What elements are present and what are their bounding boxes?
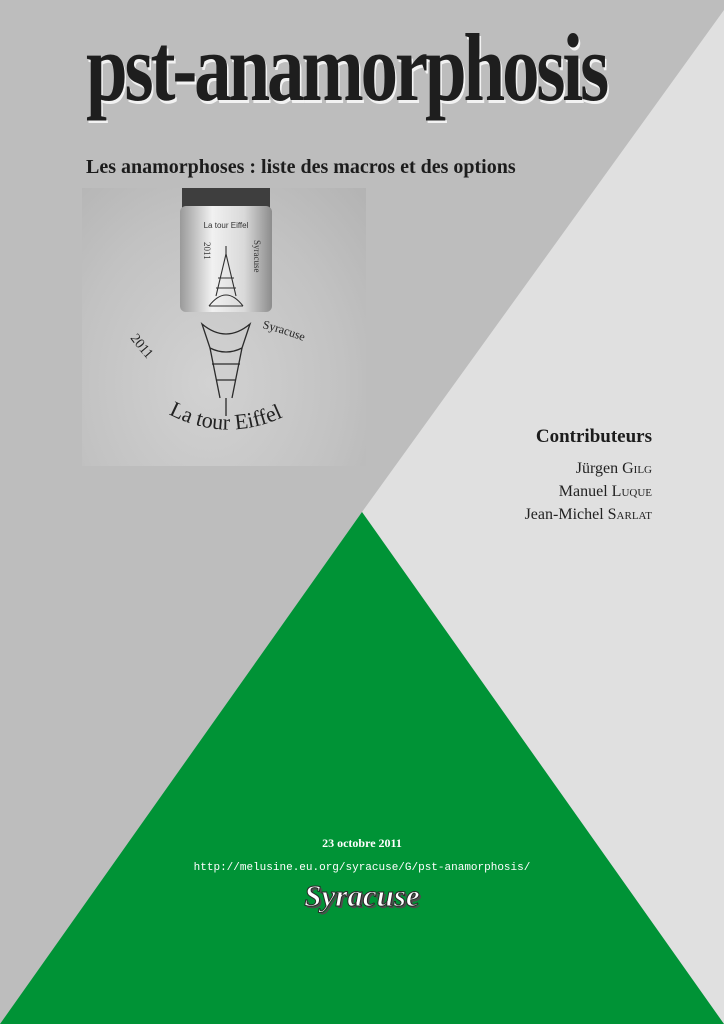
- eiffel-tower-anamorph-icon: [202, 324, 250, 416]
- publication-date: 23 octobre 2011: [322, 836, 402, 850]
- contributor-given-name: Jean-Michel: [524, 506, 604, 523]
- cover-photo: [82, 188, 366, 466]
- cylinder-text-left: 2011: [202, 242, 212, 260]
- anamorphosis-illustration: [82, 188, 366, 466]
- syracuse-logo: Syracuse: [304, 878, 420, 913]
- anamorph-text-left: [127, 331, 156, 362]
- contributors-list: [525, 457, 652, 526]
- contributor-surname: Sarlat: [607, 506, 652, 523]
- document-title: pst-anamorphosis: [86, 14, 607, 121]
- contributor-given-name: Manuel: [558, 483, 608, 500]
- anamorph-text-bottom-path: La tour Eiffel: [166, 395, 286, 435]
- contributor-item: [525, 480, 652, 503]
- contributor-item: [525, 457, 652, 480]
- cylinder-text-top: La tour Eiffel: [203, 221, 249, 230]
- contributor-given-name: Jürgen: [575, 460, 619, 477]
- anamorph-text-right-path: Syracuse: [261, 317, 308, 344]
- anamorph-text-left-path: 2011: [126, 331, 156, 362]
- contributor-surname: Gilg: [622, 460, 652, 477]
- cylinder-text-right: Syracuse: [252, 240, 262, 273]
- document-subtitle: Les anamorphoses : liste des macros et des options: [86, 156, 516, 178]
- anamorph-text-right: [261, 317, 307, 343]
- project-url[interactable]: http://melusine.eu.org/syracuse/G/pst-anamorphosis/: [193, 862, 531, 874]
- contributors-heading: Contributeurs: [535, 426, 652, 447]
- contributor-item: [525, 503, 652, 526]
- contributor-surname: Luque: [611, 483, 652, 500]
